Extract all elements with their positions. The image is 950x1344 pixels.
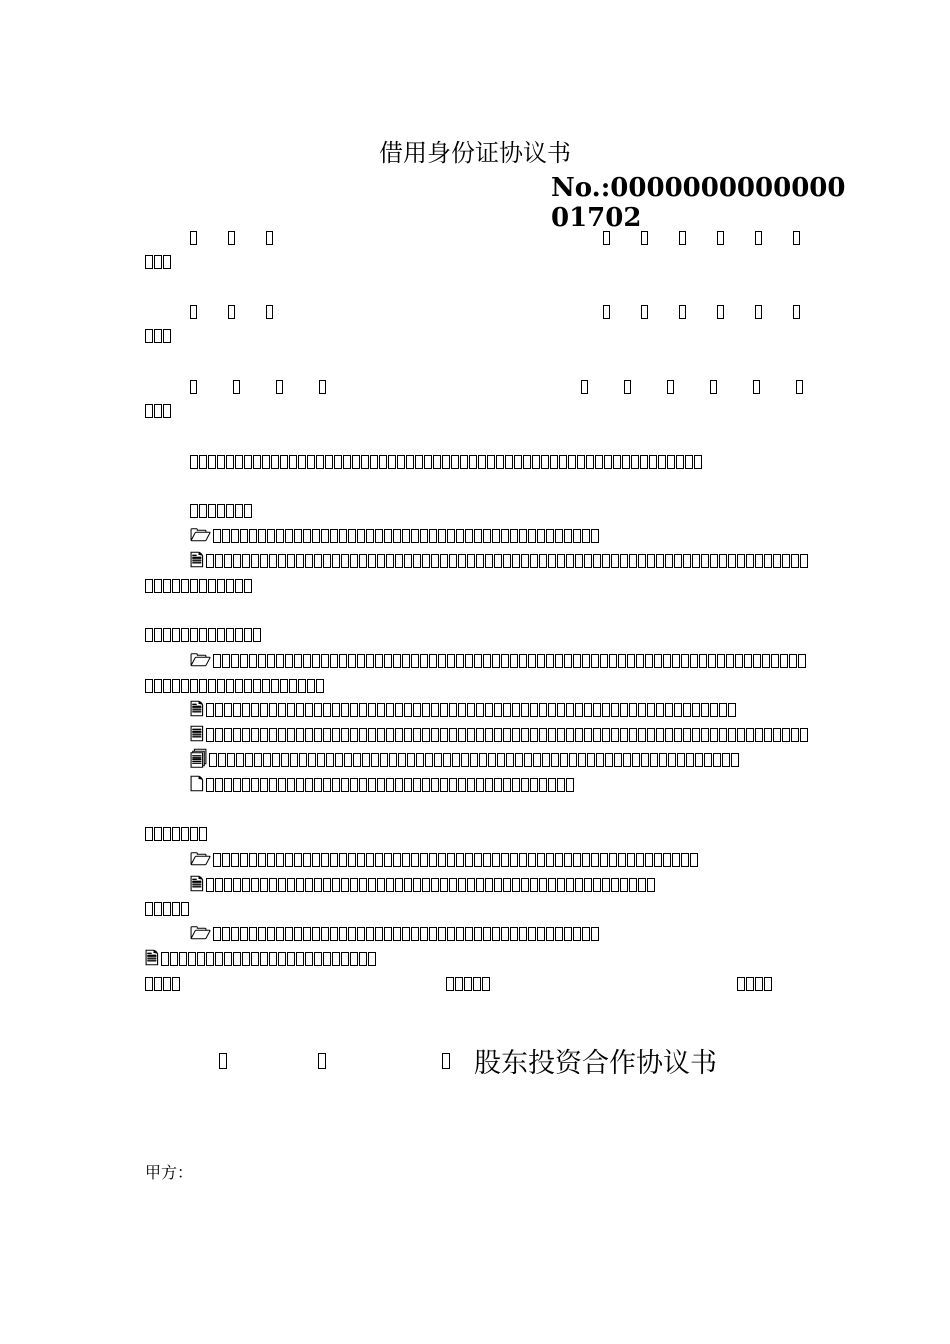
party-row-3-left <box>190 376 357 396</box>
heading-box-3 <box>442 1050 450 1069</box>
folder-open-icon: 🗁 <box>190 526 212 546</box>
party-row-2-left <box>190 301 304 321</box>
party-row-3-right <box>581 376 803 396</box>
section-2-item-3 <box>190 725 809 744</box>
section-2-item-5 <box>190 775 575 794</box>
section-1-item-1 <box>190 526 600 545</box>
page-icon: 🗎 <box>145 949 159 969</box>
heading-box-1 <box>219 1050 227 1069</box>
section-4-item-1 <box>190 924 600 943</box>
folder-open-icon: 🗁 <box>190 850 212 870</box>
signature-middle <box>446 974 491 992</box>
party-row-2-right <box>603 301 800 321</box>
party-a-label: 甲方： <box>145 1163 194 1182</box>
small-doc-icon: 🗋 <box>190 775 204 795</box>
signature-left <box>145 974 181 992</box>
section-3-heading <box>145 824 208 842</box>
document-number: No.:000000000000001702 <box>551 173 846 233</box>
section-3-item-2 <box>190 875 656 894</box>
section-2-heading <box>145 625 262 643</box>
page-lines-icon: 🗏 <box>190 725 204 745</box>
section-4-item-2 <box>145 949 377 968</box>
signature-right <box>737 974 773 992</box>
section-4-heading <box>145 899 190 917</box>
body-intro-line <box>190 452 703 470</box>
section-3-item-1 <box>190 850 699 869</box>
party-row-1-tail <box>145 252 172 270</box>
page-icon: 🗎 <box>190 875 204 895</box>
folder-open-icon: 🗁 <box>190 651 212 671</box>
section-2-item-2 <box>190 700 737 719</box>
pages-stack-icon: 🗐 <box>190 750 207 770</box>
folder-open-icon: 🗁 <box>190 924 212 944</box>
document-title: 借用身份证协议书 <box>379 139 571 167</box>
second-document-title: 股东投资合作协议书 <box>474 1048 717 1079</box>
section-2-item-1-cont <box>145 676 325 694</box>
section-2-item-4 <box>190 750 740 769</box>
party-row-2-tail <box>145 326 172 344</box>
party-row-1-right <box>603 227 800 247</box>
party-row-1-left <box>190 227 304 247</box>
section-1-item-2-cont <box>145 576 253 594</box>
section-1-heading <box>190 501 253 519</box>
page-icon: 🗎 <box>190 551 204 571</box>
page-icon: 🗎 <box>190 700 204 720</box>
section-1-item-2 <box>190 551 809 570</box>
section-2-item-1 <box>190 651 807 670</box>
heading-box-2 <box>318 1050 326 1069</box>
party-row-3-tail <box>145 401 172 419</box>
